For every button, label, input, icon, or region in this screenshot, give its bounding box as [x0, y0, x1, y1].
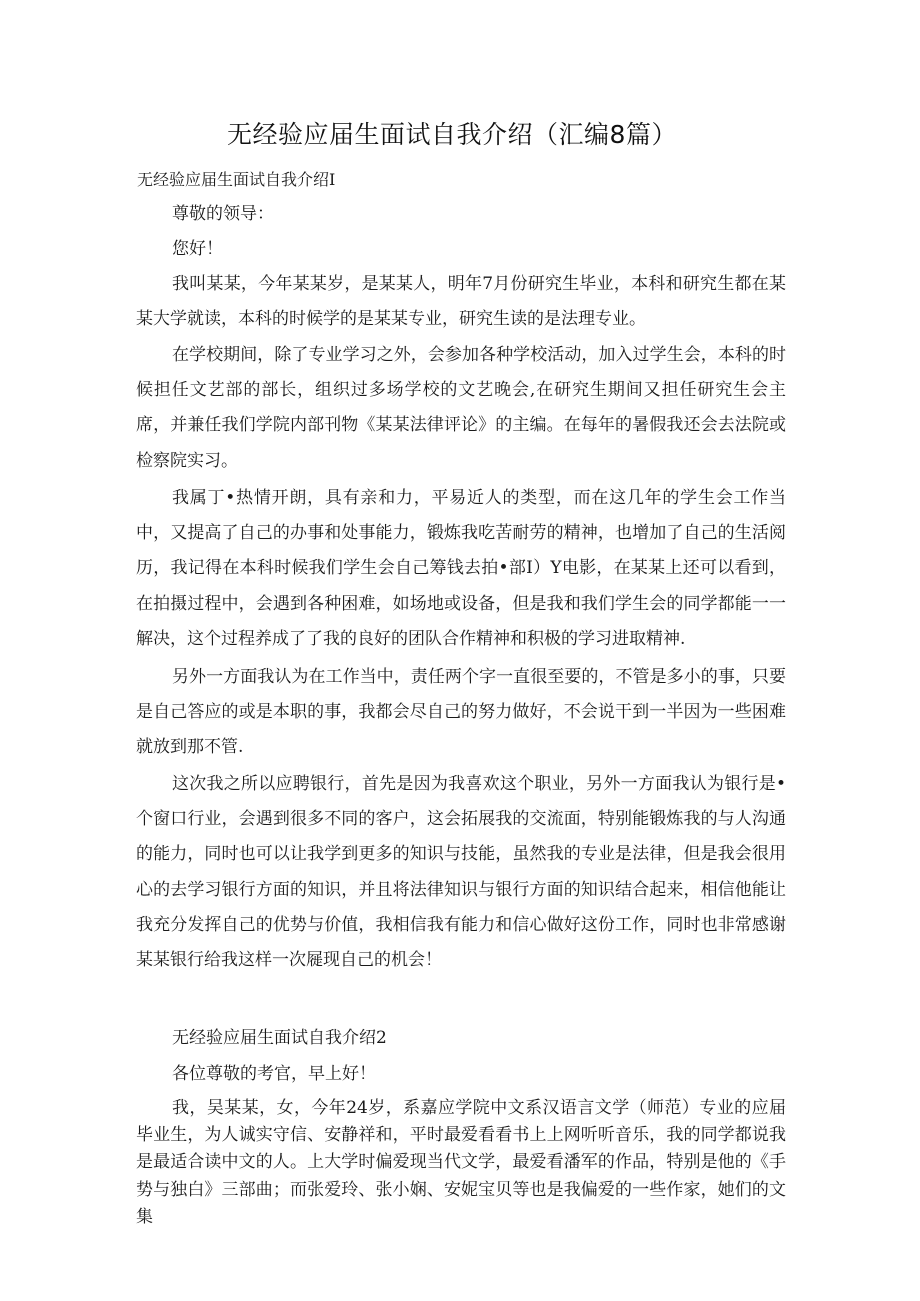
paragraph-intro: 我叫某某，今年某某岁，是某某人，明年7月份研究生毕业，本科和研究生都在某某大学就读，本科的时候学的是某某专业，研究生读的是法理专业。	[136, 274, 786, 330]
paragraph-personality: 我属丁•热情开朗，具有亲和力，平易近人的类型，而在这几年的学生会工作当中，又提高了自己的办事和处事能力，锻炼我吃苦耐劳的精神，也增加了自己的生活阅历，我记得在本科时候我们学生会自己筹钱去拍•部I）Y电影，在某某上还可以看到，在拍摄过程中，会遇到各种困难，如场地或设备，但是我和我们学生会的同学都能一一解决，这个过程养成了了我的良好的团队合作精神和积极的学习进取精神.	[136, 488, 786, 649]
paragraph-bank: 这次我之所以应聘银行，首先是因为我喜欢这个职业，另外一方面我认为银行是•个窗口行业，会遇到很多不同的客户，这会拓展我的交流面，特别能锻炼我的与人沟通的能力，同时也可以让我学到更多的知识与技能，虽然我的专业是法律，但是我会很用心的去学习银行方面的知识，并且将法律知识与银行方面的知识结合起来，相信他能让我充分发挥自己的优势与价值，我相信我有能力和信心做好这份工作，同时也非常感谢某某银行给我这样一次屣现自己的机会！	[136, 774, 786, 971]
paragraph-responsibility: 另外一方面我认为在工作当中，责任两个字一直很至要的，不管是多小的事，只要是自己答应的或是本职的事，我都会尽自己的努力做好，不会说干到一半因为一些困难就放到那不管.	[136, 667, 786, 758]
section-heading-2: 无经验应届生面试自我介绍2	[172, 1028, 387, 1048]
paragraph-wu: 我，吴某某，女，今年24岁，系嘉应学院中文系汉语言文学（师范）专业的应届毕业生，为人诚实守信、安静祥和，平时最爱看看书上上网听听音乐，我的同学都说我是最适合读中文的人。上大学时偏爱现当代文学，最爱看潘军的作品，特别是他的《手势与独白》三部曲；而张爱玲、张小娴、安妮宝贝等也是我偏爱的一些作家，她们的文集	[136, 1098, 786, 1227]
salutation: 尊敬的领导：	[172, 204, 274, 224]
greeting-2: 各位尊敬的考官，早上好！	[172, 1064, 376, 1084]
paragraph-school: 在学校期间，除了专业学习之外，会参加各种学校活动，加入过学生会，本科的时候担任文艺部的部长，组织过多场学校的文艺晚会,在研究生期间又担任研究生会主席，并兼任我们学院内部刊物《某某法律评论》的主编。在每年的暑假我还会去法院或检察院实习。	[136, 345, 786, 471]
document-title: 无经验应届生面试自我介绍（汇编8篇）	[227, 120, 677, 149]
section-heading-1: 无经验应届生面试自我介绍I	[137, 170, 336, 189]
greeting: 您好！	[172, 239, 223, 259]
